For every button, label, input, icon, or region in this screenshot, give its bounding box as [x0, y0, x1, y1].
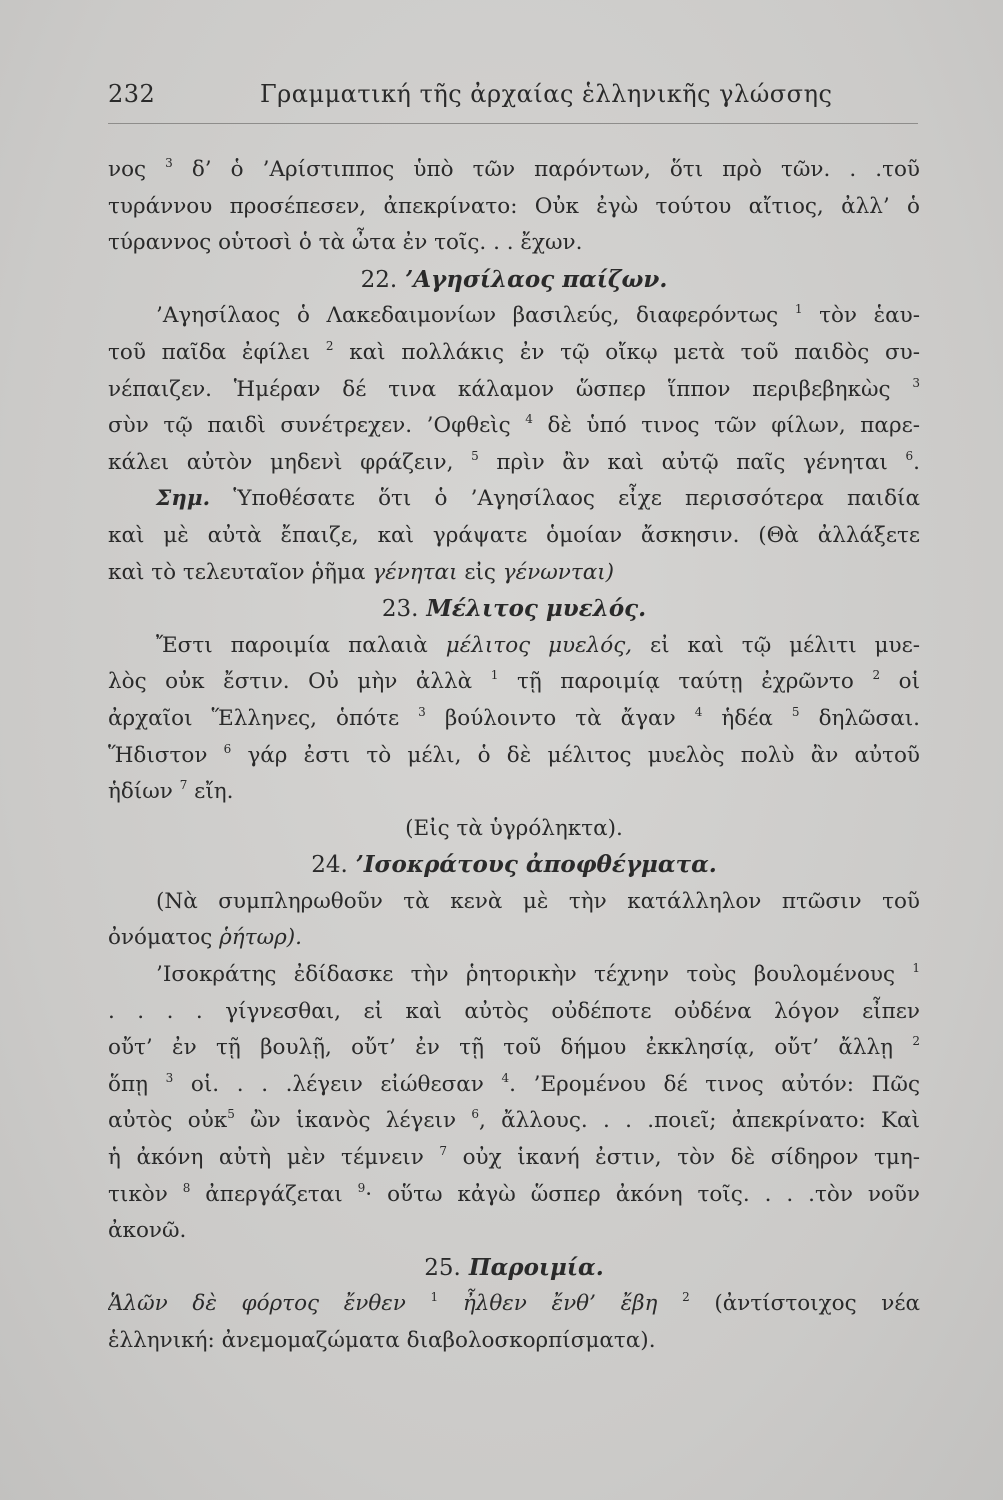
text-line: ἡδίων $^7$ εἴη. [108, 778, 234, 805]
section-title-24: 24. ’Ισοκράτους ἀποφθέγματα. [311, 851, 717, 879]
note-label: Σημ. [156, 486, 211, 512]
text-line: τυράννου προσέπεσεν, ἀπεκρίνατο: Οὐκ ἐγὼ τούτου αἴτιος, ἀλλ’ ὁ [108, 193, 920, 219]
text-line: ἡ ἀκόνη αὐτὴ μὲν τέμνειν $^7$ οὐχ ἱκανή ἐστιν, τὸν δὲ σίδηρον τμη- [108, 1144, 920, 1171]
section-title-25: 25. Παροιμία. [424, 1253, 604, 1281]
text-line: ἀκονῶ. [108, 1218, 187, 1244]
text-line: Ἔστι παροιμία παλαιὰ μέλιτος μυελός, εἰ καὶ τῷ μέλιτι μυε- [156, 632, 920, 658]
text-line: Σημ. Ὑποθέσατε ὅτι ὁ ’Αγησίλαος εἶχε περισσότερα παιδία [156, 486, 920, 512]
text-line: ἑλληνική: ἀνεμομαζώματα διαβολοσκορπίσματα). [108, 1328, 656, 1353]
text-line: νος $^3$ δ’ ὁ ’Αρίστιππος ὑπὸ τῶν παρόντων, ὅτι πρὸ τῶν. . .τοῦ [108, 156, 920, 182]
text-line: κάλει αὐτὸν μηδενὶ φράζειν, $^5$ πρὶν ἂν καὶ αὐτῷ παῖς γένηται $^6$. [108, 448, 920, 475]
header-rule [108, 123, 918, 124]
text-line: λὸς οὐκ ἔστιν. Οὐ μὴν ἀλλὰ $^1$ τῇ παροιμίᾳ ταύτῃ ἐχρῶντο $^2$ οἱ [108, 668, 920, 695]
text-line: ὀνόματος ῥήτωρ). [108, 925, 302, 951]
page-body [108, 152, 920, 1360]
text-line: αὐτὸς οὐκ$^5$ ὢν ἱκανὸς λέγειν $^6$, ἄλλους. . . .ποιεῖ; ἀπεκρίνατο: Καὶ [108, 1107, 920, 1134]
text-line: τύραννος οὑτοσὶ ὁ τὰ ὦτα ἐν τοῖς. . . ἔχων. [108, 230, 583, 256]
text-line: σὺν τῷ παιδὶ συνέτρεχεν. ’Οφθεὶς $^4$ δὲ ὑπό τινος τῶν φίλων, παρε- [108, 412, 920, 439]
text-line: (Εἰς τὰ ὑγρόληκτα). [405, 815, 623, 841]
text-line: (Νὰ συμπληρωθοῦν τὰ κενὰ μὲ τὴν κατάλληλον πτῶσιν τοῦ [156, 888, 920, 914]
text-line: . . . . γίγνεσθαι, εἰ καὶ αὐτὸς οὐδέποτε οὐδένα λόγον εἶπεν [108, 998, 920, 1024]
text-line: Ἁλῶν δὲ φόρτος ἔνθεν $^1$ ἦλθεν ἔνθ’ ἔβη $^2$ (ἀντίστοιχος νέα [108, 1290, 920, 1317]
text-line: ἀρχαῖοι Ἕλληνες, ὁπότε $^3$ βούλοιντο τὰ ἄγαν $^4$ ἡδέα $^5$ δηλῶσαι. [108, 704, 920, 731]
text-line: νέπαιζεν. Ἡμέραν δέ τινα κάλαμον ὥσπερ ἵππον περιβεβηκὼς $^3$ [108, 375, 920, 402]
text-line: τικὸν $^8$ ἀπεργάζεται $^9$· οὕτω κἀγὼ ὥσπερ ἀκόνη τοῖς. . . .τὸν νοῦν [108, 1180, 920, 1207]
text-line: καὶ μὲ αὐτὰ ἔπαιζε, καὶ γράψατε ὁμοίαν ἄσκησιν. (Θὰ ἀλλάξετε [108, 522, 920, 548]
text-line: ’Αγησίλαος ὁ Λακεδαιμονίων βασιλεύς, διαφερόντως $^1$ τὸν ἑαυ- [156, 302, 920, 329]
text-line: τοῦ παῖδα ἐφίλει $^2$ καὶ πολλάκις ἐν τῷ οἴκῳ μετὰ τοῦ παιδὸς συ- [108, 338, 920, 365]
section-title-23: 23. Μέλιτος μυελός. [381, 595, 647, 623]
text-line: οὔτ’ ἐν τῇ βουλῇ, οὔτ’ ἐν τῇ τοῦ δήμου ἐκκλησίᾳ, οὔτ’ ἄλλῃ $^2$ [108, 1034, 920, 1061]
page-number: 232 [108, 80, 156, 108]
text-line: καὶ τὸ τελευταῖον ῥῆμα γένηται εἰς γένωνται) [108, 559, 615, 585]
text-line: ὅπῃ $^3$ οἱ. . . .λέγειν εἰώθεσαν $^4$. ’Ερομένου δέ τινος αὐτόν: Πῶς [108, 1070, 920, 1097]
text-line: Ἥδιστον $^6$ γάρ ἐστι τὸ μέλι, ὁ δὲ μέλιτος μυελὸς πολὺ ἂν αὐτοῦ [108, 741, 920, 768]
text-line: ’Ισοκράτης ἐδίδασκε τὴν ῥητορικὴν τέχνην τοὺς βουλομένους $^1$ [156, 961, 920, 988]
running-title: Γραμματική τῆς ἀρχαίας ἑλληνικῆς γλώσσης [260, 80, 833, 108]
section-title-22: 22. ’Αγησίλαος παίζων. [360, 265, 668, 293]
